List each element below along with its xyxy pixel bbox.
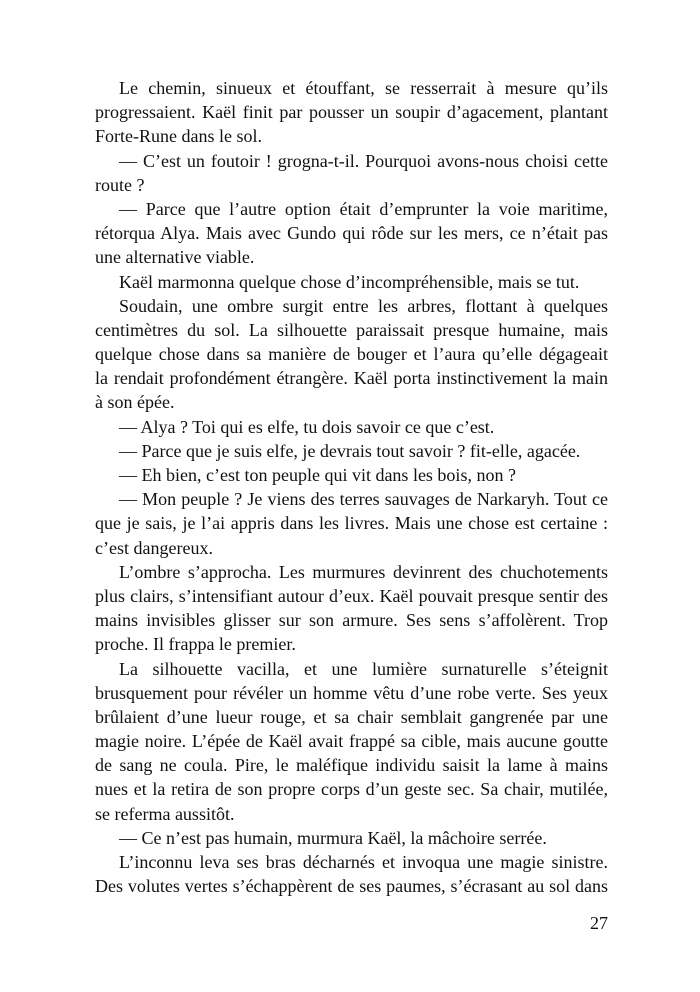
text-line: brusquement pour révéler un homme vêtu d’une robe verte. Ses yeux <box>95 682 608 703</box>
text-line: rétorqua Alya. Mais avec Gundo qui rôde sur les mers, ce n’était pas <box>95 223 608 244</box>
paragraph <box>95 850 608 898</box>
text-line: nues et la retira de son propre corps d’un geste sec. Sa chair, mutilée, <box>95 779 608 800</box>
text-line: centimètres du sol. La silhouette paraissait presque humaine, mais <box>95 319 608 340</box>
paragraph <box>95 487 608 560</box>
text-line: L’inconnu leva ses bras décharnés et invoqua une magie sinistre. <box>119 852 608 872</box>
text-line: quelque chose dans sa manière de bouger et l’aura qu’elle dégageait <box>95 344 608 365</box>
paragraph <box>95 657 608 826</box>
text-line: La silhouette vacilla, et une lumière surnaturelle s’éteignit <box>119 658 608 679</box>
text-line: — Eh bien, c’est ton peuple qui vit dans les bois, non ? <box>119 465 516 485</box>
text-line: c’est dangereux. <box>95 537 213 558</box>
text-line: Forte-Rune dans le sol. <box>95 126 262 147</box>
text-line: mains invisibles glisser sur son armure. Ses sens s’affolèrent. Trop <box>95 610 608 631</box>
paragraph <box>95 415 608 439</box>
paragraph <box>95 463 608 487</box>
paragraph <box>95 149 608 197</box>
text-line: la rendait profondément étrangère. Kaël porta instinctivement la main <box>95 368 608 389</box>
paragraph <box>95 197 608 270</box>
text-line: route ? <box>95 174 145 195</box>
text-line: — Parce que l’autre option était d’emprunter la voie maritime, <box>119 198 608 219</box>
text-line: — C’est un foutoir ! grogna-t-il. Pourquoi avons-nous choisi cette <box>119 150 608 171</box>
text-line: de sang ne coula. Pire, le maléfique individu saisit la lame à mains <box>95 755 608 776</box>
text-line: magie noire. L’épée de Kaël avait frappé sa cible, mais aucune goutte <box>95 731 608 752</box>
paragraph <box>95 270 608 294</box>
text-line: Kaël marmonna quelque chose d’incompréhensible, mais se tut. <box>119 271 580 292</box>
text-line: proche. Il frappa le premier. <box>95 634 296 655</box>
paragraph <box>95 76 608 149</box>
text-line: brûlaient d’une lueur rouge, et sa chair semblait gangrenée par une <box>95 706 608 727</box>
paragraph <box>95 294 608 415</box>
text-line: progressaient. Kaël finit par pousser un soupir d’agacement, plantant <box>95 102 608 123</box>
text-line: plus clairs, s’intensifiant autour d’eux. Kaël pouvait presque sentir des <box>95 585 608 606</box>
text-line: Soudain, une ombre surgit entre les arbres, flottant à quelques <box>119 295 608 316</box>
text-line: — Parce que je suis elfe, je devrais tout savoir ? fit-elle, agacée. <box>119 440 581 461</box>
paragraph <box>95 826 608 850</box>
text-line: se referma aussitôt. <box>95 803 235 824</box>
text-line: Des volutes vertes s’échappèrent de ses paumes, s’écrasant au sol dans <box>95 876 608 897</box>
text-line: à son épée. <box>95 392 175 413</box>
page-body <box>95 76 608 898</box>
text-line: une alternative viable. <box>95 247 255 268</box>
text-line: L’ombre s’approcha. Les murmures devinrent des chuchotements <box>119 561 608 582</box>
page-number: 27 <box>590 913 608 933</box>
text-line: Le chemin, sinueux et étouffant, se resserrait à mesure qu’ils <box>119 78 608 98</box>
text-line: — Alya ? Toi qui es elfe, tu dois savoir ce que c’est. <box>119 416 495 437</box>
text-line: — Mon peuple ? Je viens des terres sauvages de Narkaryh. Tout ce <box>119 489 608 510</box>
paragraph <box>95 560 608 657</box>
text-line: que je sais, je l’ai appris dans les livres. Mais une chose est certaine : <box>95 513 608 534</box>
paragraph <box>95 439 608 463</box>
text-line: — Ce n’est pas humain, murmura Kaël, la mâchoire serrée. <box>119 827 547 848</box>
